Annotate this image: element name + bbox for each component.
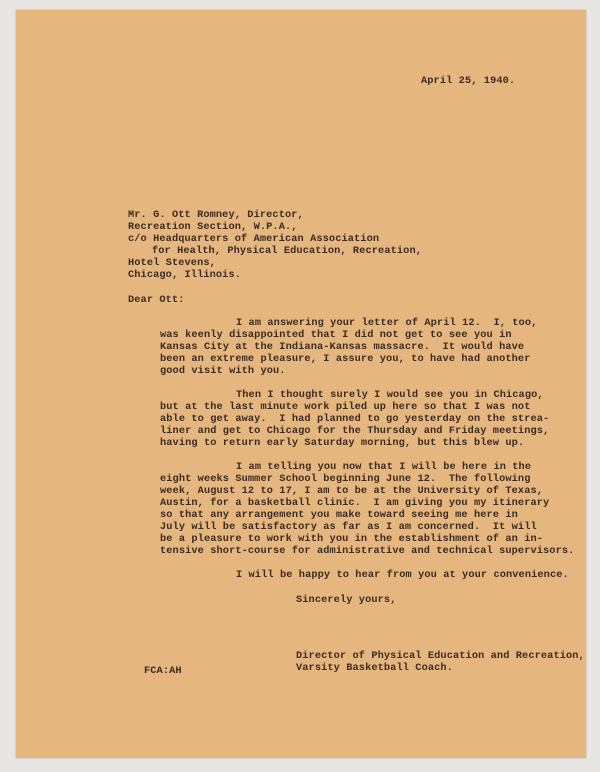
body-line: I will be happy to hear from you at your convenience. (236, 569, 569, 581)
body-line: week, August 12 to 17, I am to be at the University of Texas, (160, 485, 544, 497)
body-line: I am telling you now that I will be here in the (236, 461, 532, 473)
signature-title: Director of Physical Education and Recreation, (296, 650, 585, 662)
body-line: was keenly disappointed that I did not get to see you in (160, 329, 512, 341)
closing: Sincerely yours, (296, 594, 397, 606)
address-line: Hotel Stevens, (128, 257, 216, 269)
address-line: for Health, Physical Education, Recreation, (152, 245, 423, 257)
signature-title: Varsity Basketball Coach. (296, 662, 453, 674)
body-line: eight weeks Summer School beginning June 12. The following (160, 473, 531, 485)
body-line: Austin, for a basketball clinic. I am giving you my itinerary (160, 497, 550, 509)
address-line: Chicago, Illinois. (128, 269, 242, 281)
body-line: been an extreme pleasure, I assure you, to have had another (160, 353, 531, 365)
typist-initials: FCA:AH (144, 665, 182, 677)
body-line: Then I thought surely I would see you in Chicago, (236, 389, 544, 401)
address-line: Mr. G. Ott Romney, Director, (128, 209, 304, 221)
body-line: liner and get to Chicago for the Thursday and Friday meetings, (160, 425, 550, 437)
salutation: Dear Ott: (128, 294, 185, 306)
body-line: good visit with you. (160, 365, 286, 377)
body-line: Kansas City at the Indiana-Kansas massacre. It would have (160, 341, 525, 353)
address-line: Recreation Section, W.P.A., (128, 221, 298, 233)
body-line: I am answering your letter of April 12. I, too, (236, 317, 538, 329)
address-line: c/o Headquarters of American Association (128, 233, 380, 245)
body-line: be a pleasure to work with you in the establishment of an in- (160, 533, 544, 545)
body-line: tensive short-course for administrative and technical supervisors. (160, 545, 575, 557)
body-line: able to get away. I had planned to go yesterday on the strea- (160, 413, 550, 425)
body-line: having to return early Saturday morning, but this blew up. (160, 437, 525, 449)
letter-date: April 25, 1940. (421, 75, 516, 87)
letter-page (16, 10, 586, 758)
body-line: July will be satisfactory as far as I am concerned. It will (160, 521, 537, 533)
body-line: but at the last minute work piled up here so that I was not (160, 401, 531, 413)
body-line: so that any arrangement you make toward seeing me here in (160, 509, 518, 521)
